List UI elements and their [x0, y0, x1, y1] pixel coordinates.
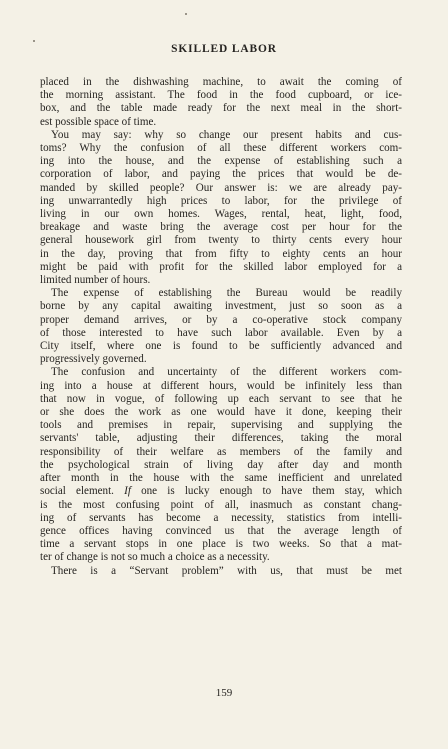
text-line: ing of servants has become a necessity, statistics from intelli- — [40, 511, 402, 524]
text-line: The expense of establishing the Bureau would be readily — [51, 287, 402, 300]
text-line: limited number of hours. — [40, 274, 151, 287]
text-line: ing into a house at different hours, would be infinitely less than — [40, 379, 402, 392]
text-line: manded by skilled people? Our answer is: we are already pay- — [40, 181, 402, 194]
paragraph — [40, 366, 402, 564]
paragraph — [40, 76, 402, 129]
text-line: of those interested to have such labor available. Even by a — [40, 326, 402, 339]
paragraph — [40, 287, 402, 366]
running-head: SKILLED LABOR — [171, 43, 277, 55]
text-line: There is a “Servant problem” with us, that must be met — [51, 564, 402, 577]
text-line: the psychological strain of living day after day and month — [40, 458, 402, 471]
text-line: toms? Why the confusion of all these different workers com- — [40, 142, 402, 155]
text-line: general housework girl from twenty to thirty cents every hour — [40, 234, 402, 247]
text-line: corporation of labor, and paying the prices that would be de- — [40, 168, 402, 181]
text-line: social element. If one is lucky enough to have them stay, which — [40, 485, 402, 498]
paragraph — [40, 565, 402, 578]
text-line: is the most confusing point of all, inasmuch as constant chang- — [40, 498, 402, 511]
text-line: living in our own homes. Wages, rental, heat, light, food, — [40, 208, 402, 221]
text-line: the morning assistant. The food in the food cupboard, or ice- — [40, 89, 402, 102]
text-line: responsibility of their welfare as members of the family and — [40, 445, 402, 458]
text-line: or she does the work as one would have it done, keeping their — [40, 406, 402, 419]
text-line: might be paid with profit for the skilled labor employed for a — [40, 260, 402, 273]
text-line: proper demand arrives, or by a co-operative stock company — [40, 313, 402, 326]
paragraph — [40, 129, 402, 287]
text-line: You may say: why so change our present habits and cus- — [51, 128, 402, 141]
page-number: 159 — [215, 687, 233, 699]
body-text — [40, 76, 402, 578]
text-line: progressively governed. — [40, 353, 147, 366]
text-line: est possible space of time. — [40, 115, 157, 128]
text-line: that now in vogue, of following up each servant to see that he — [40, 392, 402, 405]
text-line: The confusion and uncertainty of the different workers com- — [51, 366, 402, 379]
text-line: placed in the dishwashing machine, to await the coming of — [40, 76, 402, 88]
text-line: after month in the house with the same inefficient and unrelated — [40, 472, 402, 485]
text-line: box, and the table made ready for the next meal in the short- — [40, 102, 402, 115]
text-line: borne by any capital awaiting investment, just so soon as a — [40, 300, 402, 313]
text-line: time a servant stops in one place is two weeks. So that a mat- — [40, 538, 402, 551]
text-line: breakage and waste bring the average cost per hour for the — [40, 221, 402, 234]
text-line: ter of change is not so much a choice as a necessity. — [40, 551, 270, 564]
paper-speck — [185, 13, 187, 15]
text-line: gence offices having convinced us that the average length of — [40, 524, 402, 537]
paper-speck — [33, 40, 35, 42]
text-line: tools and premises in repair, supervising and supplying the — [40, 419, 402, 432]
text-line: in the day, proving that from fifty to eighty cents an hour — [40, 247, 402, 260]
text-line: City itself, where one is found to be sufficiently advanced and — [40, 340, 402, 353]
text-line: ing unwarrantedly high prices to labor, for the privilege of — [40, 194, 402, 207]
text-line: servants' table, adjusting their differences, taking the moral — [40, 432, 402, 445]
text-line: ing into the house, and the expense of establishing such a — [40, 155, 402, 168]
